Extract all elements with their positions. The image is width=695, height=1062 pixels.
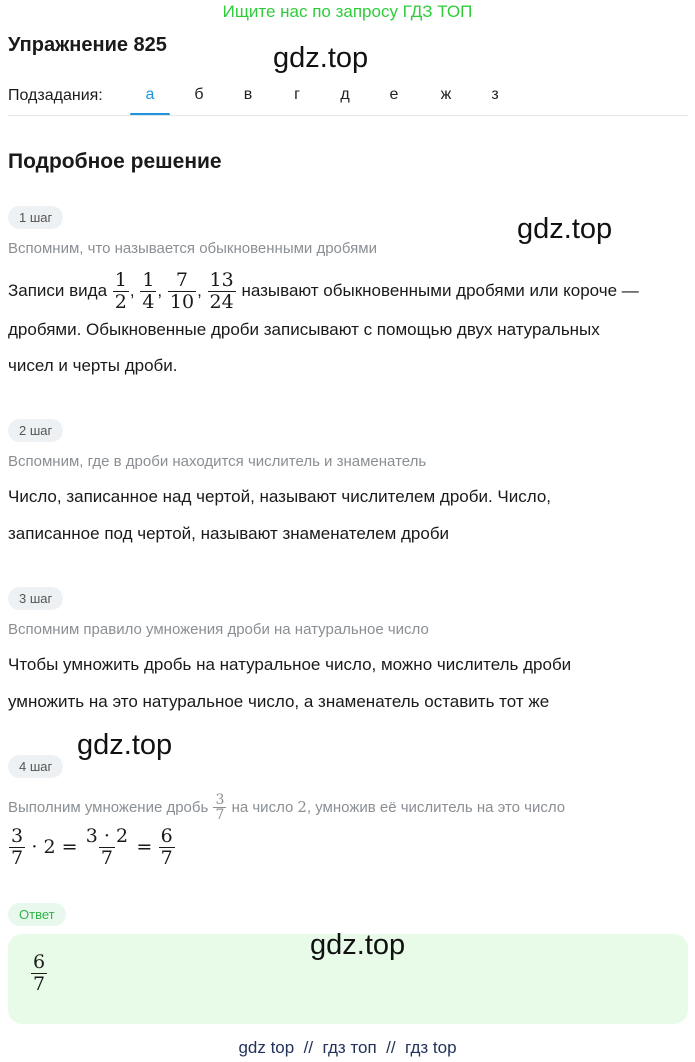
text-suffix: называют обыкновенными дробями или короче — xyxy=(241,281,639,300)
step-badge-3: 3 шаг xyxy=(8,587,63,610)
step-badge-1: 1 шаг xyxy=(8,206,63,229)
fraction-denominator: 2 xyxy=(114,290,127,313)
subtasks-divider xyxy=(8,115,688,116)
tab-e[interactable]: е xyxy=(389,86,399,103)
subtasks-label: Подзадания: xyxy=(8,87,103,104)
tab-g[interactable]: г xyxy=(294,86,300,103)
equation xyxy=(8,827,176,869)
watermark: gdz.top xyxy=(273,42,369,74)
fraction-numerator: 6 xyxy=(33,951,46,973)
operator: · 2 = xyxy=(31,835,78,858)
fraction xyxy=(208,268,236,313)
fraction xyxy=(168,268,196,313)
fraction xyxy=(213,793,226,824)
fraction-numerator: 6 xyxy=(160,825,173,847)
footer-links[interactable]: gdz top // гдз топ // гдз top xyxy=(238,1038,457,1057)
step-text-2a: Число, записанное над чертой, называют числителем дроби. Число, xyxy=(8,487,552,506)
fraction xyxy=(31,953,47,995)
fraction-denominator: 7 xyxy=(160,846,173,869)
fraction-numerator: 1 xyxy=(142,268,155,291)
fraction-denominator: 10 xyxy=(169,290,195,313)
tab-a[interactable]: а xyxy=(145,86,155,103)
fraction-numerator: 3 xyxy=(11,825,24,847)
fraction xyxy=(159,827,175,869)
step-hint-1: Вспомним, что называется обыкновенными дробями xyxy=(8,240,377,257)
watermark: gdz.top xyxy=(310,929,406,961)
fraction xyxy=(113,268,129,313)
operator: = xyxy=(136,835,153,858)
fraction-numerator: 7 xyxy=(175,268,189,291)
step-text-2b: записанное под чертой, называют знаменателем дроби xyxy=(8,524,450,543)
step-text-1c: чисел и черты дроби. xyxy=(8,356,178,375)
step-badge-4: 4 шаг xyxy=(8,755,63,778)
fraction xyxy=(84,827,130,869)
step-text-3b: умножить на это натуральное число, а знаменатель оставить тот же xyxy=(8,692,550,711)
watermark: gdz.top xyxy=(77,729,173,761)
search-banner[interactable]: Ищите нас по запросу ГДЗ ТОП xyxy=(222,2,473,21)
fraction-denominator: 7 xyxy=(215,807,225,824)
text-prefix: Записи вида xyxy=(8,281,108,300)
step-text-1a: Записи вида $\frac{1}{2}$ , $\frac{1}{4}$ , $\frac{7}{10}$ , $\frac{13}{24}$ называют обыкновенными дробями или короче — xyxy=(8,268,639,313)
fraction-numerator: 3 xyxy=(215,791,225,808)
tab-zh[interactable]: ж xyxy=(440,86,452,103)
step-text-3a: Чтобы умножить дробь на натуральное число, можно числитель дроби xyxy=(8,655,572,674)
page-title: Упражнение 825 xyxy=(8,34,167,56)
step-hint-3: Вспомним правило умножения дроби на натуральное число xyxy=(8,621,429,638)
fraction-denominator: 4 xyxy=(142,290,155,313)
answer-value xyxy=(30,953,48,995)
step-text-1b: дробями. Обыкновенные дроби записывают с помощью двух натуральных xyxy=(8,320,600,339)
fraction-denominator: 7 xyxy=(11,846,24,869)
tab-b[interactable]: б xyxy=(194,86,204,103)
tab-z[interactable]: з xyxy=(491,86,499,103)
fraction-denominator: 7 xyxy=(100,846,113,869)
fraction-denominator: 7 xyxy=(33,972,46,995)
section-title: Подробное решение xyxy=(8,150,222,173)
fraction-numerator: 1 xyxy=(114,268,127,291)
fraction-denominator: 24 xyxy=(209,290,234,313)
answer-badge: Ответ xyxy=(8,903,66,926)
step-hint-2: Вспомним, где в дроби находится числитель и знаменатель xyxy=(8,453,427,470)
fraction-numerator: 13 xyxy=(209,268,234,291)
fraction xyxy=(9,827,25,869)
tab-v[interactable]: в xyxy=(243,86,253,103)
step-badge-2: 2 шаг xyxy=(8,419,63,442)
hint-mid: на число xyxy=(231,799,294,816)
hint-prefix: Выполним умножение дробь xyxy=(8,799,209,816)
fraction xyxy=(140,268,156,313)
hint-suffix: , умножив её числитель на это число xyxy=(306,799,566,816)
tab-d[interactable]: д xyxy=(340,86,350,103)
fraction-numerator: 3 · 2 xyxy=(85,825,129,847)
subtasks-bar xyxy=(8,86,688,116)
watermark: gdz.top xyxy=(517,213,613,245)
hint-number: 2 xyxy=(297,798,307,816)
